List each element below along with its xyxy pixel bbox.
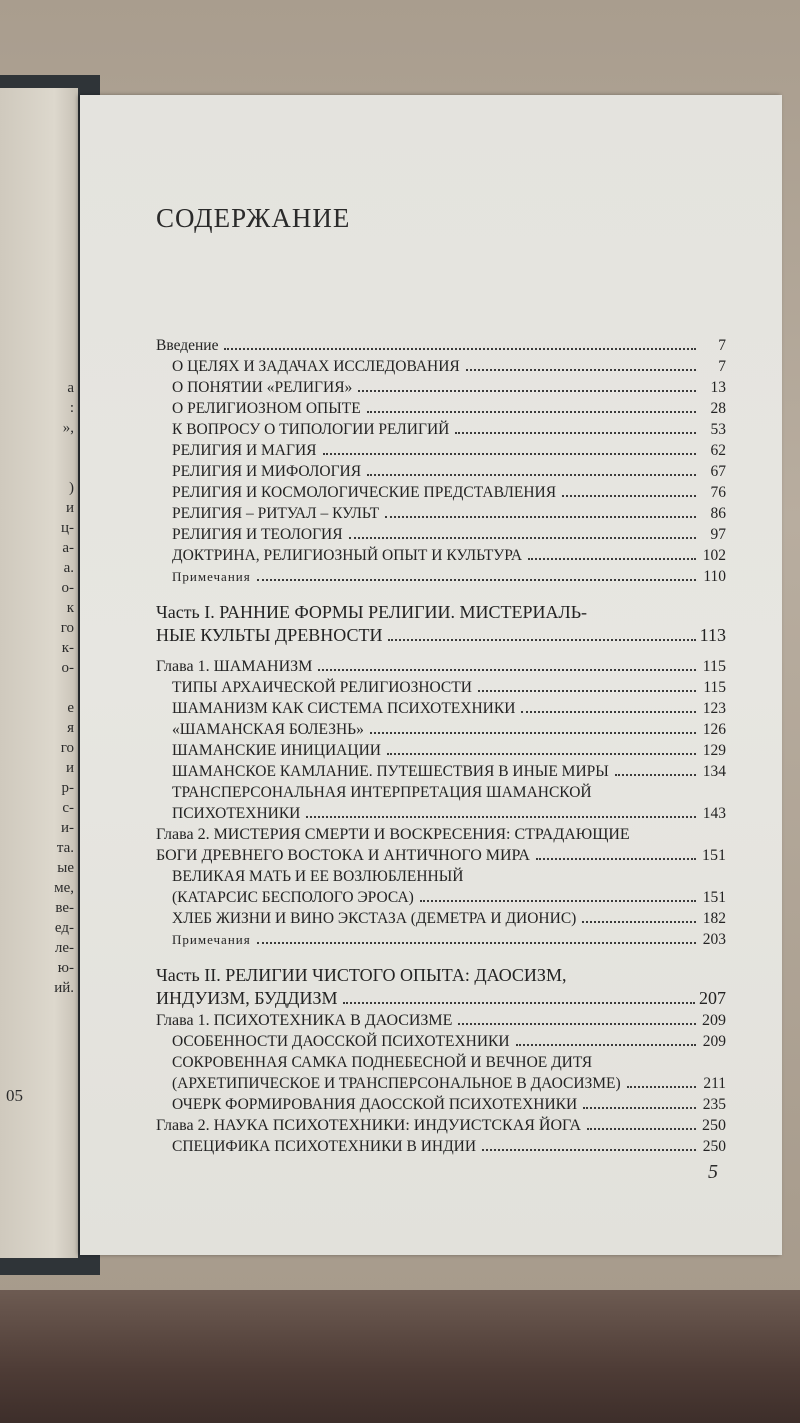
toc-entry [156,503,726,524]
dot-leader [516,1044,696,1046]
toc-entry-chapter [156,845,726,866]
toc-entry-title: СПЕЦИФИКА ПСИХОТЕХНИКИ В ИНДИИ [172,1138,477,1155]
dot-leader [627,1086,696,1088]
toc-entry-page: 53 [710,421,726,438]
toc-entry-title: Примечания [172,932,251,947]
dot-leader [562,495,696,497]
toc-entry [156,740,726,761]
table-edge [0,1290,800,1423]
toc-entry [156,482,726,503]
toc-part-title-line: Часть I. РАННИЕ ФОРМЫ РЕЛИГИИ. МИСТЕРИАЛЬ- [156,602,588,622]
toc-entry [156,1073,726,1094]
toc-entry-chapter [156,1010,726,1031]
left-fragment: к [66,600,74,616]
left-fragment: ед- [54,920,74,936]
left-page [0,88,78,1258]
left-fragment: р- [61,780,74,796]
toc-entry-title: ОЧЕРК ФОРМИРОВАНИЯ ДАОССКОЙ ПСИХОТЕХНИКИ [172,1096,578,1113]
toc-entry [156,908,726,929]
dot-leader [367,474,696,476]
left-fragment: ме, [54,880,74,896]
dot-leader [615,774,696,776]
toc-entry-title-line: СОКРОВЕННАЯ САМКА ПОДНЕБЕСНОЙ И ВЕЧНОЕ ДИТЯ [172,1054,593,1071]
toc-entry [156,545,726,566]
book-page [80,95,782,1255]
toc-entry-page: 143 [702,805,726,822]
toc-entry-title: ШАМАНСКИЕ ИНИЦИАЦИИ [172,742,381,759]
left-fragment: ле- [54,940,74,956]
toc-entry-title: ПСИХОТЕХНИКИ [172,805,301,822]
toc-entry-page: 86 [710,505,726,522]
dot-leader [367,411,696,413]
toc-entry [156,461,726,482]
toc-entry-title: БОГИ ДРЕВНЕГО ВОСТОКА И АНТИЧНОГО МИРА [156,847,530,864]
toc-entry-title: ОСОБЕННОСТИ ДАОССКОЙ ПСИХОТЕХНИКИ [172,1033,510,1050]
toc-entry-page: 110 [703,568,726,585]
toc-entry-title: Глава 1. ШАМАНИЗМ [156,658,313,675]
dot-leader [224,348,696,350]
toc-entry [156,1094,726,1115]
left-fragment: и [65,760,74,776]
dot-leader [323,453,697,455]
left-fragment: а [67,380,74,396]
toc-entry-title: ШАМАНСКОЕ КАМЛАНИЕ. ПУТЕШЕСТВИЯ В ИНЫЕ МИРЫ [172,763,609,780]
left-fragment [4,678,74,698]
toc-entry-title: РЕЛИГИЯ – РИТУАЛ – КУЛЬТ [172,505,380,522]
toc-entry-page: 67 [710,463,726,480]
toc-entry-title: РЕЛИГИЯ И МИФОЛОГИЯ [172,463,362,480]
left-fragment: а- [62,540,74,556]
left-fragment: ве- [55,900,74,916]
dot-leader [343,1002,695,1004]
toc-entry-page: 62 [710,442,726,459]
dot-leader [358,390,696,392]
dot-leader [466,369,696,371]
toc-entry-page: 126 [702,721,726,738]
toc-entry [156,356,726,377]
toc-entry-title: О РЕЛИГИОЗНОМ ОПЫТЕ [172,400,361,417]
dot-leader [482,1149,696,1151]
toc-entry-page: 123 [702,700,726,717]
left-fragment: о- [61,580,74,596]
toc-part-title-line: Часть II. РЕЛИГИИ ЧИСТОГО ОПЫТА: ДАОСИЗМ, [156,965,567,985]
toc-entry [156,677,726,698]
toc-entry-part [156,987,726,1010]
table-of-contents [156,335,726,1157]
dot-leader [388,639,695,641]
left-fragment: ю- [57,960,74,976]
dot-leader [306,816,696,818]
toc-entry-page: 151 [702,889,726,906]
left-fragment [4,438,74,458]
toc-entry [156,377,726,398]
toc-entry-title: О ЦЕЛЯХ И ЗАДАЧАХ ИССЛЕДОВАНИЯ [172,358,460,375]
toc-entry-page: 235 [702,1096,726,1113]
toc-entry-title: РЕЛИГИЯ И КОСМОЛОГИЧЕСКИЕ ПРЕДСТАВЛЕНИЯ [172,484,557,501]
dot-leader [257,942,696,944]
toc-entry-page: 250 [702,1117,726,1134]
left-fragment: я [67,720,74,736]
left-fragment: с- [62,800,74,816]
dot-leader [349,537,696,539]
toc-entry-page: 207 [699,988,726,1008]
toc-entry-title: ТИПЫ АРХАИЧЕСКОЙ РЕЛИГИОЗНОСТИ [172,679,472,696]
toc-entry-page: 209 [702,1033,726,1050]
left-fragment: », [62,420,74,436]
toc-entry [156,1136,726,1157]
left-page-text [4,378,74,998]
toc-entry [156,719,726,740]
dot-leader [478,690,696,692]
toc-chapter-title-line: Глава 2. МИСТЕРИЯ СМЕРТИ И ВОСКРЕСЕНИЯ: СТРАДАЮЩИЕ [156,826,630,843]
toc-entry [156,698,726,719]
toc-entry-title: ШАМАНИЗМ КАК СИСТЕМА ПСИХОТЕХНИКИ [172,700,516,717]
toc-entry-title: «ШАМАНСКАЯ БОЛЕЗНЬ» [172,721,364,738]
toc-entry-title: Глава 1. ПСИХОТЕХНИКА В ДАОСИЗМЕ [156,1012,453,1029]
toc-entry-page: 250 [702,1138,726,1155]
toc-entry-page: 203 [702,931,726,948]
toc-entry [156,440,726,461]
toc-entry-page: 115 [702,658,726,675]
toc-entry [156,335,726,356]
dot-leader [521,711,696,713]
dot-leader [420,900,696,902]
page-number: 5 [708,1161,718,1183]
toc-entry-chapter [156,1115,726,1136]
left-fragment: а. [63,560,74,576]
dot-leader [455,432,696,434]
toc-entry-notes [156,929,726,950]
left-fragment [4,458,74,478]
toc-entry-page: 115 [703,679,726,696]
dot-leader [587,1128,696,1130]
dot-leader [257,579,696,581]
left-fragment: и- [60,820,74,836]
toc-entry-page: 113 [699,625,726,645]
toc-entry-notes [156,566,726,587]
toc-entry-chapter [156,656,726,677]
toc-entry-page: 211 [703,1075,726,1092]
left-fragment: ые [57,860,74,876]
toc-entry-title: РЕЛИГИЯ И МАГИЯ [172,442,317,459]
toc-entry-title: НЫЕ КУЛЬТЫ ДРЕВНОСТИ [156,625,383,645]
toc-entry-page: 151 [702,847,726,864]
dot-leader [582,921,696,923]
left-fragment: : [69,400,74,416]
toc-entry-title: ХЛЕБ ЖИЗНИ И ВИНО ЭКСТАЗА (ДЕМЕТРА И ДИОНИС) [172,910,577,927]
toc-entry [156,761,726,782]
dot-leader [536,858,696,860]
dot-leader [458,1023,696,1025]
left-fragment: та. [56,840,74,856]
dot-leader [318,669,696,671]
toc-entry [156,1031,726,1052]
toc-entry-title: О ПОНЯТИИ «РЕЛИГИЯ» [172,379,353,396]
toc-entry [156,524,726,545]
toc-entry-page: 209 [702,1012,726,1029]
toc-entry-page: 28 [710,400,726,417]
left-fragment: го [60,740,74,756]
toc-entry [156,419,726,440]
toc-entry-title-line: ВЕЛИКАЯ МАТЬ И ЕЕ ВОЗЛЮБЛЕННЫЙ [172,868,464,885]
dot-leader [370,732,696,734]
left-page-number: 05 [6,1086,23,1105]
toc-entry-page: 129 [702,742,726,759]
toc-entry-title: К ВОПРОСУ О ТИПОЛОГИИ РЕЛИГИЙ [172,421,450,438]
toc-entry-part [156,624,726,647]
left-fragment: и [65,500,74,516]
left-fragment: го [60,620,74,636]
dot-leader [387,753,696,755]
left-fragment: е [67,700,74,716]
toc-entry-title: Примечания [172,569,251,584]
toc-entry-title-line: ТРАНСПЕРСОНАЛЬНАЯ ИНТЕРПРЕТАЦИЯ ШАМАНСКОЙ [172,784,592,801]
toc-entry [156,887,726,908]
dot-leader [528,558,696,560]
toc-entry-title: ИНДУИЗМ, БУДДИЗМ [156,988,338,1008]
toc-entry-title: ДОКТРИНА, РЕЛИГИОЗНЫЙ ОПЫТ И КУЛЬТУРА [172,547,523,564]
dot-leader [583,1107,696,1109]
toc-entry-title: (АРХЕТИПИЧЕСКОЕ И ТРАНСПЕРСОНАЛЬНОЕ В ДАОСИЗМЕ) [172,1075,621,1092]
toc-entry-title: Глава 2. НАУКА ПСИХОТЕХНИКИ: ИНДУИСТСКАЯ ЙОГА [156,1117,582,1134]
toc-entry-title: РЕЛИГИЯ И ТЕОЛОГИЯ [172,526,343,543]
toc-entry-page: 134 [702,763,726,780]
toc-entry-title: Введение [156,337,219,354]
toc-entry-page: 7 [718,358,726,375]
toc-entry-page: 76 [710,484,726,501]
toc-entry-title: (КАТАРСИС БЕСПОЛОГО ЭРОСА) [172,889,414,906]
left-fragment: ц- [60,520,74,536]
dot-leader [385,516,696,518]
left-fragment: ) [69,480,74,496]
toc-entry-page: 7 [718,337,726,354]
left-fragment: ий. [54,980,74,996]
toc-entry [156,803,726,824]
left-fragment: к- [61,640,74,656]
page-title: СОДЕРЖАНИЕ [156,203,351,233]
left-fragment: о- [61,660,74,676]
toc-entry-page: 102 [702,547,726,564]
toc-entry [156,398,726,419]
toc-entry-page: 13 [710,379,726,396]
toc-entry-page: 182 [702,910,726,927]
toc-entry-page: 97 [710,526,726,543]
